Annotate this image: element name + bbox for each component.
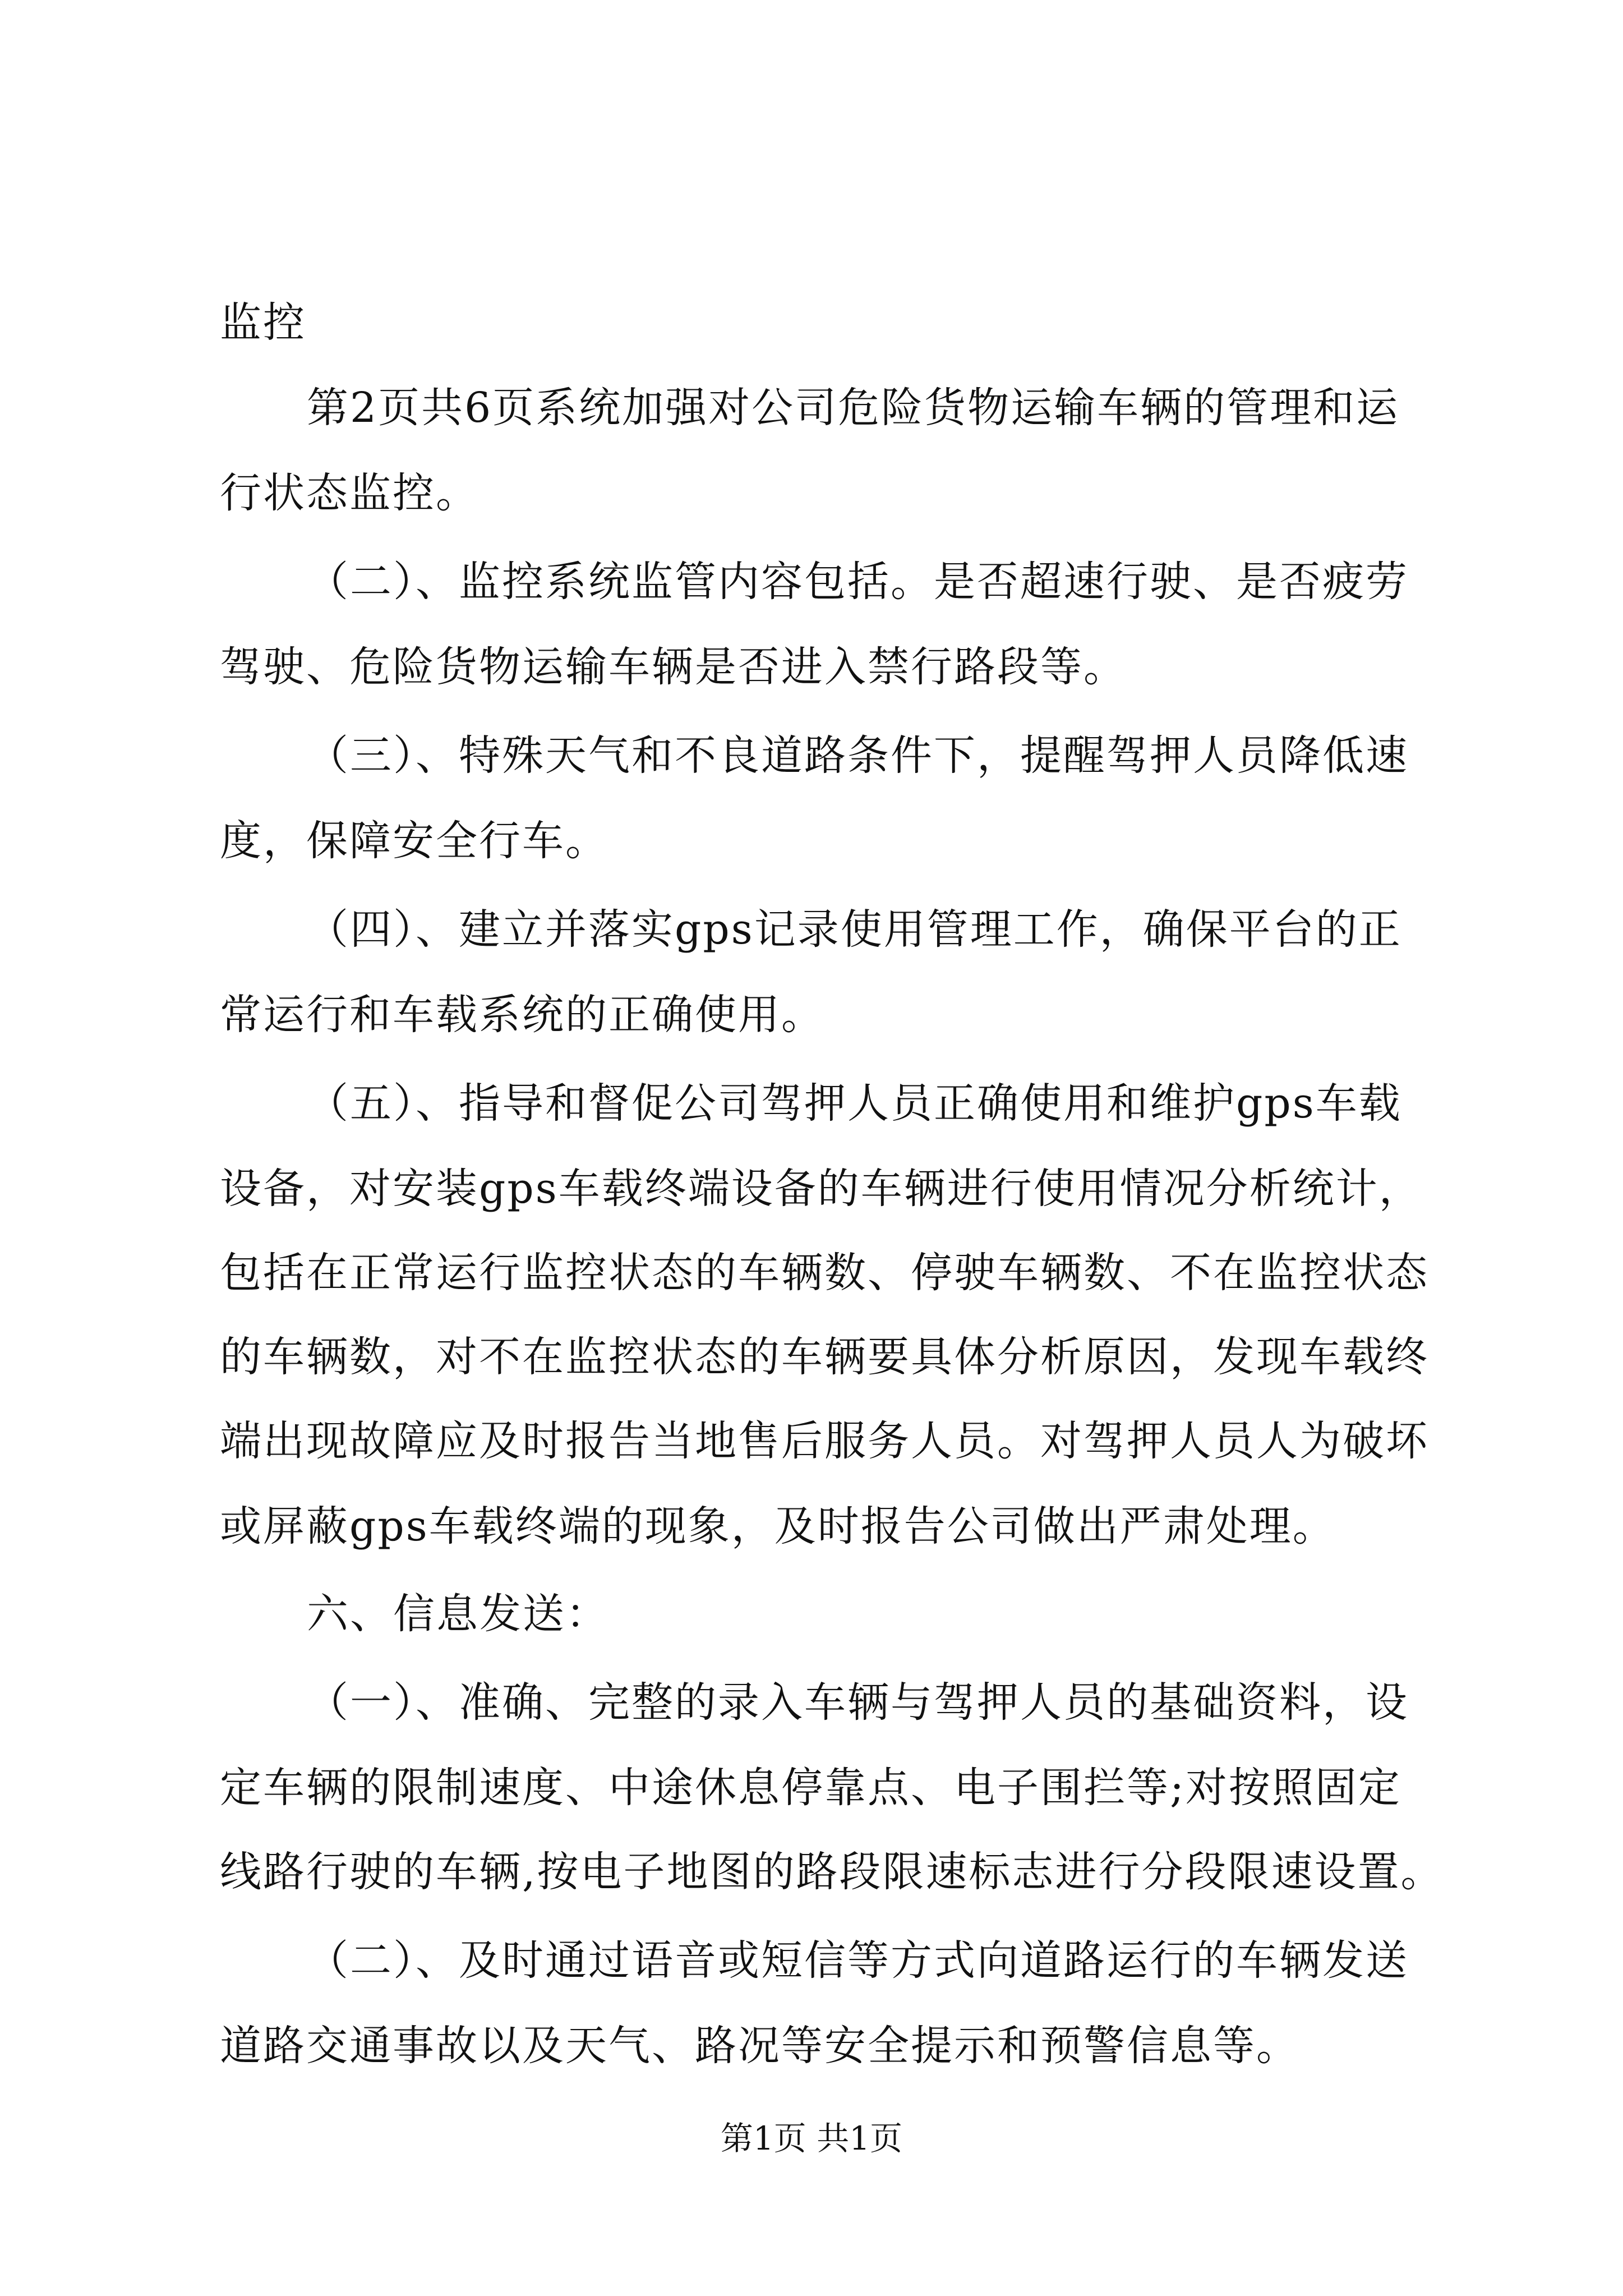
text-line-3: 行状态监控。 <box>220 469 479 517</box>
text-line-11: 设备，对安装gps车载终端设备的车辆进行使用情况分析统计， <box>220 1165 1422 1213</box>
text-line-1: 监控 <box>220 298 306 347</box>
text-line-18: 定车辆的限制速度、中途休息停靠点、电子围拦等;对按照固定 <box>220 1764 1401 1812</box>
text-line-14: 端出现故障应及时报告当地售后服务人员。对驾押人员人为破坏 <box>220 1417 1429 1465</box>
text-line-16: 六、信息发送： <box>307 1590 609 1638</box>
text-line-19: 线路行驶的车辆,按电子地图的路段限速标志进行分段限速设置。 <box>220 1848 1444 1896</box>
text-line-7: 度，保障安全行车。 <box>220 817 608 865</box>
text-line-5: 驾驶、危险货物运输车辆是否进入禁行路段等。 <box>220 643 1127 691</box>
text-line-10: （五）、指导和督促公司驾押人员正确使用和维护gps车载 <box>307 1079 1402 1128</box>
text-line-4: （二）、监控系统监管内容包括。是否超速行驶、是否疲劳 <box>307 558 1409 606</box>
text-line-17: （一）、准确、完整的录入车辆与驾押人员的基础资料，设 <box>307 1678 1409 1727</box>
page-footer: 第1页 共1页 <box>720 2119 903 2157</box>
text-line-15: 或屏蔽gps车载终端的现象，及时报告公司做出严肃处理。 <box>220 1502 1336 1550</box>
text-line-13: 的车辆数，对不在监控状态的车辆要具体分析原因，发现车载终 <box>220 1333 1429 1381</box>
text-line-8: （四）、建立并落实gps记录使用管理工作，确保平台的正 <box>307 905 1402 954</box>
text-line-9: 常运行和车载系统的正确使用。 <box>220 991 824 1039</box>
text-line-2: 第2页共6页系统加强对公司危险货物运输车辆的管理和运 <box>307 384 1400 432</box>
text-line-6: （三）、特殊天气和不良道路条件下，提醒驾押人员降低速 <box>307 731 1409 780</box>
text-line-20: （二）、及时通过语音或短信等方式向道路运行的车辆发送 <box>307 1936 1409 1985</box>
text-line-21: 道路交通事故以及天气、路况等安全提示和预警信息等。 <box>220 2022 1299 2070</box>
text-line-12: 包括在正常运行监控状态的车辆数、停驶车辆数、不在监控状态 <box>220 1249 1429 1297</box>
